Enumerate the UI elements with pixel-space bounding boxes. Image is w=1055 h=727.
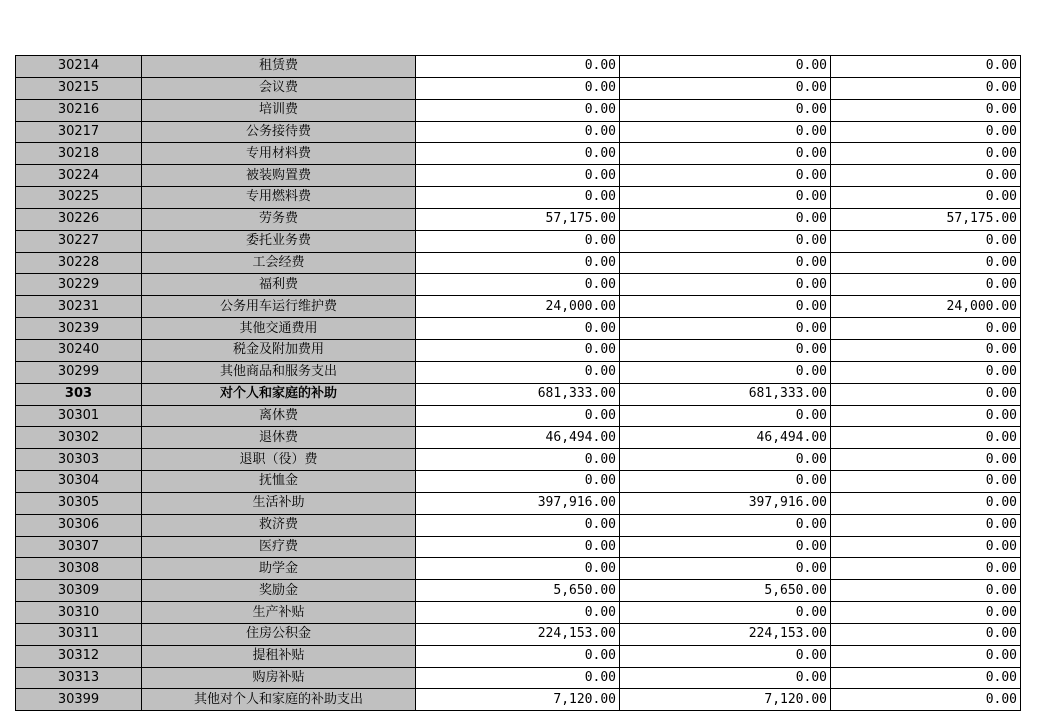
table-row	[16, 383, 1021, 405]
account-code-cell[interactable]: 30305	[16, 492, 142, 514]
basic-expenditure-cell[interactable]: 0.00	[620, 208, 831, 230]
basic-expenditure-cell[interactable]: 0.00	[620, 667, 831, 689]
account-name-cell[interactable]: 住房公积金	[142, 623, 416, 645]
table-row	[16, 602, 1021, 624]
table-row	[16, 121, 1021, 143]
basic-expenditure-cell[interactable]: 0.00	[620, 536, 831, 558]
table-row	[16, 252, 1021, 274]
basic-expenditure-cell[interactable]: 0.00	[620, 187, 831, 209]
basic-expenditure-cell[interactable]: 0.00	[620, 361, 831, 383]
total-amount-cell[interactable]: 0.00	[416, 318, 620, 340]
total-amount-cell[interactable]: 224,153.00	[416, 623, 620, 645]
basic-expenditure-cell[interactable]: 224,153.00	[620, 623, 831, 645]
table-row	[16, 514, 1021, 536]
project-expenditure-cell[interactable]: 0.00	[831, 449, 1021, 471]
table-row	[16, 274, 1021, 296]
account-code-cell[interactable]: 30309	[16, 580, 142, 602]
total-amount-cell[interactable]: 0.00	[416, 602, 620, 624]
account-code-cell[interactable]: 30299	[16, 361, 142, 383]
project-expenditure-cell[interactable]: 0.00	[831, 252, 1021, 274]
project-expenditure-cell[interactable]: 0.00	[831, 165, 1021, 187]
table-row	[16, 208, 1021, 230]
total-amount-cell[interactable]: 0.00	[416, 274, 620, 296]
total-amount-cell[interactable]: 0.00	[416, 667, 620, 689]
account-name-cell[interactable]: 会议费	[142, 77, 416, 99]
account-code-cell[interactable]: 30228	[16, 252, 142, 274]
table-row	[16, 56, 1021, 78]
account-name-cell[interactable]: 购房补贴	[142, 667, 416, 689]
account-code-cell[interactable]: 30302	[16, 427, 142, 449]
project-expenditure-cell[interactable]: 0.00	[831, 580, 1021, 602]
project-expenditure-cell[interactable]: 0.00	[831, 339, 1021, 361]
table-row	[16, 471, 1021, 493]
table-row	[16, 143, 1021, 165]
account-code-cell[interactable]: 30216	[16, 99, 142, 121]
project-expenditure-cell[interactable]: 0.00	[831, 558, 1021, 580]
project-expenditure-cell[interactable]: 0.00	[831, 230, 1021, 252]
table-row	[16, 230, 1021, 252]
account-name-cell[interactable]: 生活补助	[142, 492, 416, 514]
account-name-cell[interactable]: 培训费	[142, 99, 416, 121]
table-row	[16, 689, 1021, 711]
basic-expenditure-cell[interactable]: 0.00	[620, 318, 831, 340]
total-amount-cell[interactable]: 0.00	[416, 405, 620, 427]
table-row	[16, 623, 1021, 645]
table-row	[16, 536, 1021, 558]
account-code-cell[interactable]: 30225	[16, 187, 142, 209]
account-name-cell[interactable]: 公务用车运行维护费	[142, 296, 416, 318]
project-expenditure-cell[interactable]: 0.00	[831, 689, 1021, 711]
account-code-cell[interactable]: 30224	[16, 165, 142, 187]
account-code-cell[interactable]: 30215	[16, 77, 142, 99]
account-name-cell[interactable]: 医疗费	[142, 536, 416, 558]
account-name-cell[interactable]: 奖励金	[142, 580, 416, 602]
total-amount-cell[interactable]: 0.00	[416, 361, 620, 383]
basic-expenditure-cell[interactable]: 0.00	[620, 230, 831, 252]
basic-expenditure-cell[interactable]: 0.00	[620, 99, 831, 121]
table-row	[16, 165, 1021, 187]
total-amount-cell[interactable]: 0.00	[416, 252, 620, 274]
total-amount-cell[interactable]: 0.00	[416, 230, 620, 252]
account-name-cell[interactable]: 福利费	[142, 274, 416, 296]
project-expenditure-cell[interactable]: 0.00	[831, 514, 1021, 536]
total-amount-cell[interactable]: 24,000.00	[416, 296, 620, 318]
basic-expenditure-cell[interactable]: 5,650.00	[620, 580, 831, 602]
total-amount-cell[interactable]: 0.00	[416, 514, 620, 536]
table-row	[16, 361, 1021, 383]
total-amount-cell[interactable]: 0.00	[416, 471, 620, 493]
account-code-cell[interactable]: 30239	[16, 318, 142, 340]
project-expenditure-cell[interactable]: 0.00	[831, 405, 1021, 427]
account-code-cell[interactable]: 303	[16, 383, 142, 405]
total-amount-cell[interactable]: 0.00	[416, 339, 620, 361]
table-row	[16, 296, 1021, 318]
project-expenditure-cell[interactable]: 0.00	[831, 318, 1021, 340]
account-name-cell[interactable]: 其他对个人和家庭的补助支出	[142, 689, 416, 711]
basic-expenditure-cell[interactable]: 0.00	[620, 296, 831, 318]
account-name-cell[interactable]: 专用燃料费	[142, 187, 416, 209]
basic-expenditure-cell[interactable]: 0.00	[620, 165, 831, 187]
total-amount-cell[interactable]: 0.00	[416, 536, 620, 558]
basic-expenditure-cell[interactable]: 0.00	[620, 405, 831, 427]
account-code-cell[interactable]: 30214	[16, 56, 142, 78]
project-expenditure-cell[interactable]: 0.00	[831, 602, 1021, 624]
table-row	[16, 580, 1021, 602]
account-code-cell[interactable]: 30303	[16, 449, 142, 471]
project-expenditure-cell[interactable]: 24,000.00	[831, 296, 1021, 318]
account-name-cell[interactable]: 委托业务费	[142, 230, 416, 252]
total-amount-cell[interactable]: 0.00	[416, 449, 620, 471]
account-name-cell[interactable]: 救济费	[142, 514, 416, 536]
total-amount-cell[interactable]: 5,650.00	[416, 580, 620, 602]
total-amount-cell[interactable]: 0.00	[416, 143, 620, 165]
total-amount-cell[interactable]: 0.00	[416, 99, 620, 121]
table-row	[16, 77, 1021, 99]
table-row	[16, 667, 1021, 689]
table-row	[16, 558, 1021, 580]
account-name-cell[interactable]: 提租补贴	[142, 645, 416, 667]
total-amount-cell[interactable]: 0.00	[416, 165, 620, 187]
account-code-cell[interactable]: 30308	[16, 558, 142, 580]
account-name-cell[interactable]: 助学金	[142, 558, 416, 580]
project-expenditure-cell[interactable]: 0.00	[831, 121, 1021, 143]
total-amount-cell[interactable]: 0.00	[416, 558, 620, 580]
account-name-cell[interactable]: 工会经费	[142, 252, 416, 274]
project-expenditure-cell[interactable]: 0.00	[831, 361, 1021, 383]
project-expenditure-cell[interactable]: 0.00	[831, 471, 1021, 493]
account-code-cell[interactable]: 30217	[16, 121, 142, 143]
account-name-cell[interactable]: 其他商品和服务支出	[142, 361, 416, 383]
basic-expenditure-cell[interactable]: 0.00	[620, 252, 831, 274]
total-amount-cell[interactable]: 57,175.00	[416, 208, 620, 230]
account-code-cell[interactable]: 30231	[16, 296, 142, 318]
project-expenditure-cell[interactable]: 0.00	[831, 274, 1021, 296]
account-code-cell[interactable]: 30226	[16, 208, 142, 230]
project-expenditure-cell[interactable]: 0.00	[831, 667, 1021, 689]
account-code-cell[interactable]: 30306	[16, 514, 142, 536]
basic-expenditure-cell[interactable]: 0.00	[620, 602, 831, 624]
total-amount-cell[interactable]: 0.00	[416, 645, 620, 667]
basic-expenditure-cell[interactable]: 0.00	[620, 56, 831, 78]
project-expenditure-cell[interactable]: 0.00	[831, 143, 1021, 165]
table-row	[16, 99, 1021, 121]
account-code-cell[interactable]: 30229	[16, 274, 142, 296]
table-row	[16, 405, 1021, 427]
account-code-cell[interactable]: 30313	[16, 667, 142, 689]
account-code-cell[interactable]: 30312	[16, 645, 142, 667]
total-amount-cell[interactable]: 0.00	[416, 121, 620, 143]
account-name-cell[interactable]: 税金及附加费用	[142, 339, 416, 361]
basic-expenditure-cell[interactable]: 46,494.00	[620, 427, 831, 449]
basic-expenditure-cell[interactable]: 0.00	[620, 645, 831, 667]
project-expenditure-cell[interactable]: 0.00	[831, 536, 1021, 558]
total-amount-cell[interactable]: 0.00	[416, 187, 620, 209]
total-amount-cell[interactable]: 46,494.00	[416, 427, 620, 449]
account-name-cell[interactable]: 抚恤金	[142, 471, 416, 493]
basic-expenditure-cell[interactable]: 0.00	[620, 339, 831, 361]
account-name-cell[interactable]: 被装购置费	[142, 165, 416, 187]
account-code-cell[interactable]: 30310	[16, 602, 142, 624]
table-row	[16, 339, 1021, 361]
table-row	[16, 187, 1021, 209]
account-code-cell[interactable]: 30227	[16, 230, 142, 252]
total-amount-cell[interactable]: 7,120.00	[416, 689, 620, 711]
account-name-cell[interactable]: 劳务费	[142, 208, 416, 230]
account-code-cell[interactable]: 30311	[16, 623, 142, 645]
total-amount-cell[interactable]: 0.00	[416, 77, 620, 99]
project-expenditure-cell[interactable]: 0.00	[831, 623, 1021, 645]
account-name-cell[interactable]: 离休费	[142, 405, 416, 427]
account-code-cell[interactable]: 30240	[16, 339, 142, 361]
account-name-cell[interactable]: 租赁费	[142, 56, 416, 78]
basic-expenditure-cell[interactable]: 0.00	[620, 558, 831, 580]
basic-expenditure-cell[interactable]: 0.00	[620, 449, 831, 471]
table-row	[16, 492, 1021, 514]
basic-expenditure-cell[interactable]: 0.00	[620, 274, 831, 296]
project-expenditure-cell[interactable]: 0.00	[831, 427, 1021, 449]
account-name-cell[interactable]: 生产补贴	[142, 602, 416, 624]
basic-expenditure-cell[interactable]: 397,916.00	[620, 492, 831, 514]
account-name-cell[interactable]: 退职（役）费	[142, 449, 416, 471]
account-code-cell[interactable]: 30218	[16, 143, 142, 165]
basic-expenditure-cell[interactable]: 681,333.00	[620, 383, 831, 405]
account-code-cell[interactable]: 30304	[16, 471, 142, 493]
total-amount-cell[interactable]: 397,916.00	[416, 492, 620, 514]
basic-expenditure-cell[interactable]: 0.00	[620, 121, 831, 143]
project-expenditure-cell[interactable]: 0.00	[831, 383, 1021, 405]
table-row	[16, 318, 1021, 340]
account-code-cell[interactable]: 30399	[16, 689, 142, 711]
total-amount-cell[interactable]: 681,333.00	[416, 383, 620, 405]
account-code-cell[interactable]: 30301	[16, 405, 142, 427]
table-row	[16, 427, 1021, 449]
account-name-cell[interactable]: 公务接待费	[142, 121, 416, 143]
table-row	[16, 449, 1021, 471]
project-expenditure-cell[interactable]: 0.00	[831, 645, 1021, 667]
table-row	[16, 645, 1021, 667]
expenditure-table	[15, 55, 1021, 711]
project-expenditure-cell[interactable]: 0.00	[831, 187, 1021, 209]
table-body	[16, 56, 1021, 711]
project-expenditure-cell[interactable]: 0.00	[831, 99, 1021, 121]
project-expenditure-cell[interactable]: 57,175.00	[831, 208, 1021, 230]
account-name-cell[interactable]: 其他交通费用	[142, 318, 416, 340]
basic-expenditure-cell[interactable]: 0.00	[620, 77, 831, 99]
account-code-cell[interactable]: 30307	[16, 536, 142, 558]
project-expenditure-cell[interactable]: 0.00	[831, 77, 1021, 99]
basic-expenditure-cell[interactable]: 0.00	[620, 514, 831, 536]
account-name-cell[interactable]: 对个人和家庭的补助	[142, 383, 416, 405]
basic-expenditure-cell[interactable]: 7,120.00	[620, 689, 831, 711]
basic-expenditure-cell[interactable]: 0.00	[620, 143, 831, 165]
account-name-cell[interactable]: 退休费	[142, 427, 416, 449]
project-expenditure-cell[interactable]: 0.00	[831, 492, 1021, 514]
account-name-cell[interactable]: 专用材料费	[142, 143, 416, 165]
total-amount-cell[interactable]: 0.00	[416, 56, 620, 78]
basic-expenditure-cell[interactable]: 0.00	[620, 471, 831, 493]
project-expenditure-cell[interactable]: 0.00	[831, 56, 1021, 78]
